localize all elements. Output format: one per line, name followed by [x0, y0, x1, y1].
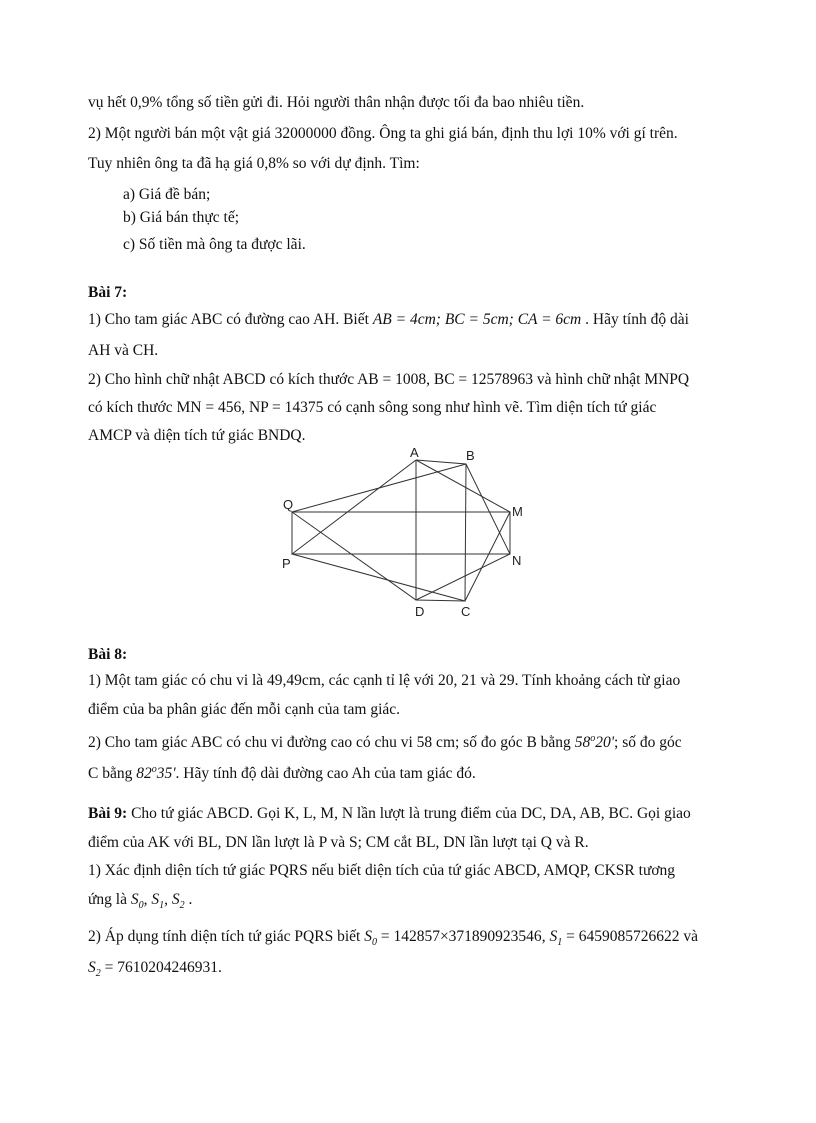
text-line: $S_2 = 7610204246931$.	[88, 959, 222, 980]
angle-degrees: 82	[136, 765, 152, 783]
label-a: A	[410, 446, 419, 460]
text-segment: 1) Cho tam giác ABC có đường cao AH. Biết	[88, 311, 373, 328]
angle-degrees: 58	[574, 734, 591, 752]
text-segment: .	[218, 959, 222, 976]
section-heading: Bài 9:	[88, 805, 128, 822]
math-expression: $S_2$	[88, 959, 101, 980]
rectangle-abcd	[416, 460, 466, 601]
text-segment: ứng là	[88, 891, 131, 908]
text-line: Tuy nhiên ông ta đã hạ giá 0,8% so với dự định. Tìm:	[88, 155, 420, 172]
text-segment: Cho tứ giác ABCD. Gọi K, L, M, N lần lượt là trung điểm của DC, DA, AB, BC. Gọi giao	[127, 805, 691, 822]
math-expression: AB = 4cm; BC = 5cm; CA = 6cm	[372, 311, 582, 328]
quadrilateral-amcp	[292, 460, 510, 601]
label-p: P	[282, 556, 291, 571]
label-m: M	[512, 504, 523, 519]
text-segment: 2) Cho tam giác ABC có chu vi đường cao có chu vi 58 cm; số đo góc B bằng	[88, 734, 575, 752]
text-line: có kích thước MN = 456, NP = 14375 có cạnh sông song như hình vẽ. Tìm diện tích tứ giác	[88, 399, 657, 416]
text-line: 2) Cho hình chữ nhật ABCD có kích thước AB = 1008, BC = 12578963 và hình chữ nhật MNPQ	[88, 371, 690, 388]
label-n: N	[512, 553, 522, 568]
text-line: AMCP và diện tích tứ giác BNDQ.	[88, 427, 306, 444]
section-heading: Bài 8:	[88, 646, 128, 663]
text-line: vụ hết 0,9% tổng số tiền gửi đi. Hỏi người thân nhận được tối đa bao nhiêu tiền.	[88, 94, 585, 111]
label-q: Q	[283, 497, 294, 512]
math-expression: $S_0$, $S_1$, $S_2$	[130, 891, 185, 912]
text-segment: .	[184, 891, 193, 908]
angle-minutes: 35'	[156, 765, 176, 783]
text-line	[88, 310, 689, 330]
text-line	[88, 890, 192, 916]
text-line: 1) Xác định diện tích tứ giác PQRS nếu biết diện tích của tứ giác ABCD, AMQP, CKSR tương	[88, 862, 676, 879]
text-line: 2) Một người bán một vật giá 32000000 đồng. Ông ta ghi giá bán, định thu lợi 10% với gí trên.	[88, 125, 678, 142]
text-line: điểm của ba phân giác đến mỗi cạnh của tam giác.	[88, 701, 401, 718]
s2-value: 7610204246931	[117, 959, 218, 976]
text-line: 2) Áp dụng tính diện tích tứ giác PQRS biết $S_0 = 142857\times 371890923546$, $S_1 = 6459085726622$ và	[88, 928, 698, 949]
section-heading: Bài 7:	[88, 284, 128, 301]
s0-value: 142857×371890923546	[393, 928, 542, 945]
angle-b: 58$^o$20'	[574, 733, 615, 752]
s1-value: 6459085726622	[578, 928, 680, 945]
text-line	[88, 729, 682, 753]
math-expression: $S_1$	[549, 928, 563, 949]
text-segment: và	[679, 928, 698, 945]
angle-minutes: 20'	[595, 734, 615, 752]
text-line: 1) Một tam giác có chu vi là 49,49cm, các cạnh tỉ lệ với 20, 21 và 29. Tính khoảng cách từ giao	[88, 672, 681, 689]
text-line	[88, 804, 691, 824]
list-item: a) Giá đề bán;	[123, 186, 211, 203]
rectangle-mnpq	[292, 512, 510, 554]
text-line: điểm của AK với BL, DN lần lượt là P và S; CM cắt BL, DN lần lượt tại Q và R.	[88, 834, 589, 851]
list-item: b) Giá bán thực tế;	[123, 209, 240, 226]
math-expression: $S_0$	[364, 928, 377, 949]
quadrilateral-bndq	[292, 464, 510, 600]
text-segment: C bằng	[88, 765, 137, 783]
text-segment: 2) Áp dụng tính diện tích tứ giác PQRS biết	[88, 928, 365, 945]
text-segment: . Hãy tính độ dài đường cao Ah của tam giác đó.	[175, 765, 476, 783]
label-b: B	[466, 448, 475, 463]
text-segment: . Hãy tính độ dài	[581, 311, 689, 328]
angle-c: 82$^o$35'	[136, 764, 176, 783]
geometry-figure	[280, 446, 530, 624]
label-d: D	[415, 604, 425, 619]
text-line: AH và CH.	[88, 342, 159, 359]
text-line	[88, 760, 476, 784]
label-c: C	[461, 604, 471, 619]
list-item: c) Số tiền mà ông ta được lãi.	[123, 236, 306, 253]
text-segment: ; số đo góc	[614, 734, 682, 752]
